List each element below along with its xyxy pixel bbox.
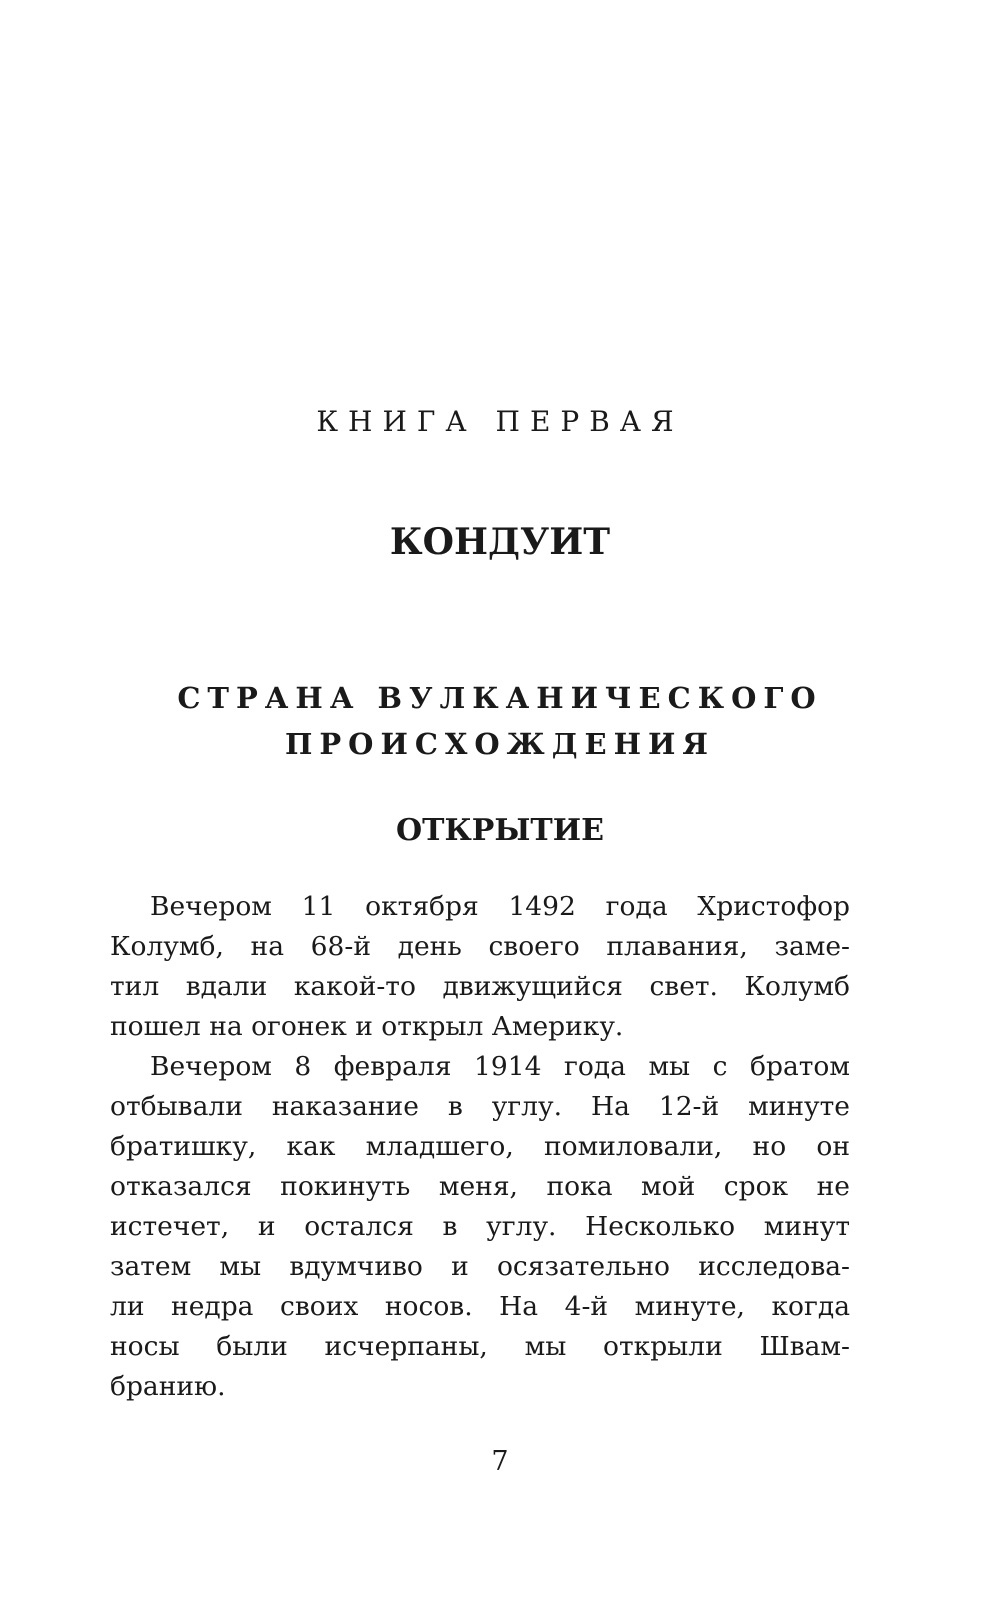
chapter-title: ОТКРЫТИЕ [396,813,604,848]
paragraph-1-line-2: Колумб, на 68-й день своего плавания, заме- [110,931,850,962]
section-title [0,675,1000,767]
paragraph-2-line-7: ли недра своих носов. На 4-й минуте, когда [110,1291,850,1322]
paragraph-2-line-3: братишку, как младшего, помиловали, но он [110,1131,850,1162]
paragraph-1-line-4: пошел на огонек и открыл Америку. [110,1011,624,1042]
section-title-line-2: ПРОИСХОЖДЕНИЯ [284,727,715,761]
body-text [110,887,850,1407]
paragraph-2-line-1: Вечером 8 февраля 1914 года мы с братом [150,1051,850,1082]
book-title: КОНДУИТ [389,521,611,563]
paragraph-2-line-6: затем мы вдумчиво и осязательно исследова- [110,1251,850,1282]
section-title-line-1: СТРАНА ВУЛКАНИЧЕСКОГО [177,681,823,715]
paragraph-2-line-8: носы были исчерпаны, мы открыли Швам- [110,1331,850,1362]
paragraph-2-line-5: истечет, и остался в углу. Несколько минут [110,1211,850,1242]
page-number: 7 [491,1446,509,1477]
book-part-label: КНИГА ПЕРВАЯ [316,405,684,438]
paragraph-1-line-1: Вечером 11 октября 1492 года Христофор [150,891,850,922]
paragraph-1-line-3: тил вдали какой-то движущийся свет. Колумб [110,971,850,1002]
paragraph-2-line-2: отбывали наказание в углу. На 12-й минуте [110,1091,850,1122]
paragraph-2-line-4: отказался покинуть меня, пока мой срок не [110,1171,850,1202]
paragraph-2-line-9: бранию. [110,1371,226,1402]
